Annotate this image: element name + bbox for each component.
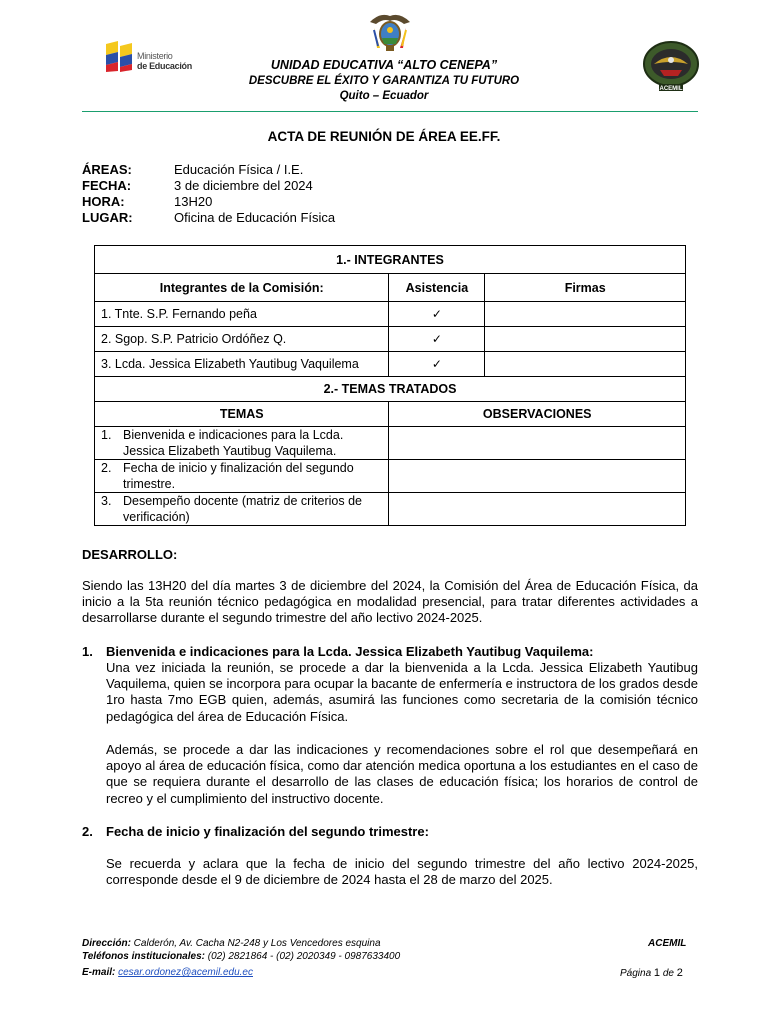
- coat-of-arms-icon: [366, 8, 414, 56]
- col-topics: TEMAS: [95, 402, 389, 427]
- col-members: Integrantes de la Comisión:: [95, 274, 389, 302]
- item2-paragraph1: Se recuerda y aclara que la fecha de inicio del segundo trimestre del año lectivo 2024-2025, corresponde desde el 9 de diciembre de 2024 hasta el 28 de marzo del 2025.: [106, 856, 698, 888]
- topic-text: Bienvenida e indicaciones para la Lcda. Jessica Elizabeth Yautibug Vaquilema.: [123, 428, 344, 458]
- desarrollo-label: DESARROLLO:: [82, 547, 178, 562]
- col-signatures: Firmas: [485, 274, 686, 302]
- meeting-table: [94, 245, 686, 526]
- document-title: ACTA DE REUNIÓN DE ÁREA EE.FF.: [267, 129, 501, 144]
- check-icon: ✓: [389, 352, 485, 377]
- meta-row: HORA: 13H20: [82, 194, 213, 209]
- footer-address: Dirección: Calderón, Av. Cacha N2-248 y Los Vencedores esquina: [82, 938, 381, 949]
- svg-text:ACEMIL: ACEMIL: [659, 86, 683, 92]
- signature-cell: [485, 352, 686, 377]
- school-city: Quito – Ecuador: [339, 90, 429, 102]
- ministry-line2: de Educación: [137, 61, 192, 71]
- school-name: UNIDAD EDUCATIVA “ALTO CENEPA”: [270, 58, 498, 72]
- item1-paragraph2: Además, se procede a dar las indicaciones y recomendaciones sobre el rol que desempeñará en apoyo al área de educación física, como dar atención medica oportuna a los estudiantes en el caso de que se requiera durante el desarrollo de las clases de educación física; los horarios de control de recreo y el cumplimiento del instructivo docente.: [106, 742, 698, 806]
- col-attendance: Asistencia: [389, 274, 485, 302]
- meta-row: ÁREAS: Educación Física / I.E.: [82, 162, 304, 177]
- col-observations: OBSERVACIONES: [389, 402, 686, 427]
- topic-cell: 3. Desempeño docente (matriz de criterios de verificación): [95, 493, 389, 526]
- meta-row: LUGAR: Oficina de Educación Física: [82, 210, 336, 225]
- check-icon: ✓: [389, 302, 485, 327]
- meta-row: FECHA: 3 de diciembre del 2024: [82, 178, 313, 193]
- school-motto: DESCUBRE EL ÉXITO Y GARANTIZA TU FUTURO: [248, 75, 520, 87]
- observation-cell: [389, 460, 686, 493]
- table-row: [95, 327, 686, 352]
- table-row: [95, 460, 686, 493]
- topic-cell: 2. Fecha de inicio y finalización del segundo trimestre.: [95, 460, 389, 493]
- item2-heading: 2. Fecha de inicio y finalización del segundo trimestre:: [82, 824, 429, 839]
- observation-cell: [389, 493, 686, 526]
- table-row: [95, 493, 686, 526]
- footer-phones: Teléfonos institucionales: (02) 2821864 - (02) 2020349 - 0987633400: [82, 951, 401, 962]
- section-temas-header: 2.- TEMAS TRATADOS: [95, 377, 686, 402]
- observation-cell: [389, 427, 686, 460]
- item1-paragraph1: Una vez iniciada la reunión, se procede a dar la bienvenida a la Lcda. Jessica Elizabeth Yautibug Vaquilema, quien se incorpora para ocupar la bacante de enfermería e instructora de los grados desde 1ro hasta 7mo EGB quien, además, asumirá las funciones como secretaria de la comisión técnico pedagógica del área de Educación Física.: [106, 660, 698, 724]
- check-icon: ✓: [389, 327, 485, 352]
- member-name: 1. Tnte. S.P. Fernando peña: [95, 302, 389, 327]
- table-row: [95, 427, 686, 460]
- section-integrantes-header: 1.- INTEGRANTES: [95, 246, 686, 274]
- header-divider: [82, 111, 698, 112]
- intro-paragraph: Siendo las 13H20 del día martes 3 de diciembre del 2024, la Comisión del Área de Educación Física, da inicio a la 5ta reunión técnico pedagógica en modalidad presencial, para tratar diferentes actividades a desarrollarse durante el segundo trimestre del año lectivo 2024-2025.: [82, 578, 698, 626]
- email-link[interactable]: cesar.ordonez@acemil.edu.ec: [118, 967, 253, 978]
- footer-email: E-mail: cesar.ordonez@acemil.edu.ec: [82, 967, 253, 978]
- signature-cell: [485, 327, 686, 352]
- table-row: [95, 352, 686, 377]
- footer-org: ACEMIL: [648, 938, 687, 949]
- member-name: 2. Sgop. S.P. Patricio Ordóñez Q.: [95, 327, 389, 352]
- topic-cell: 1. Bienvenida e indicaciones para la Lcda. Jessica Elizabeth Yautibug Vaquilema.: [95, 427, 389, 460]
- meta-block: [82, 162, 335, 226]
- signature-cell: [485, 302, 686, 327]
- ministry-line1: Ministerio: [137, 51, 173, 61]
- page-number: Página 1 de 2: [620, 967, 683, 979]
- topic-text: Desempeño docente (matriz de criterios de verificación): [123, 494, 363, 524]
- table-row: [95, 302, 686, 327]
- member-name: 3. Lcda. Jessica Elizabeth Yautibug Vaquilema: [95, 352, 389, 377]
- item1-heading: 1. Bienvenida e indicaciones para la Lcda. Jessica Elizabeth Yautibug Vaquilema:: [82, 644, 594, 659]
- topic-text: Fecha de inicio y finalización del segundo trimestre.: [123, 461, 354, 491]
